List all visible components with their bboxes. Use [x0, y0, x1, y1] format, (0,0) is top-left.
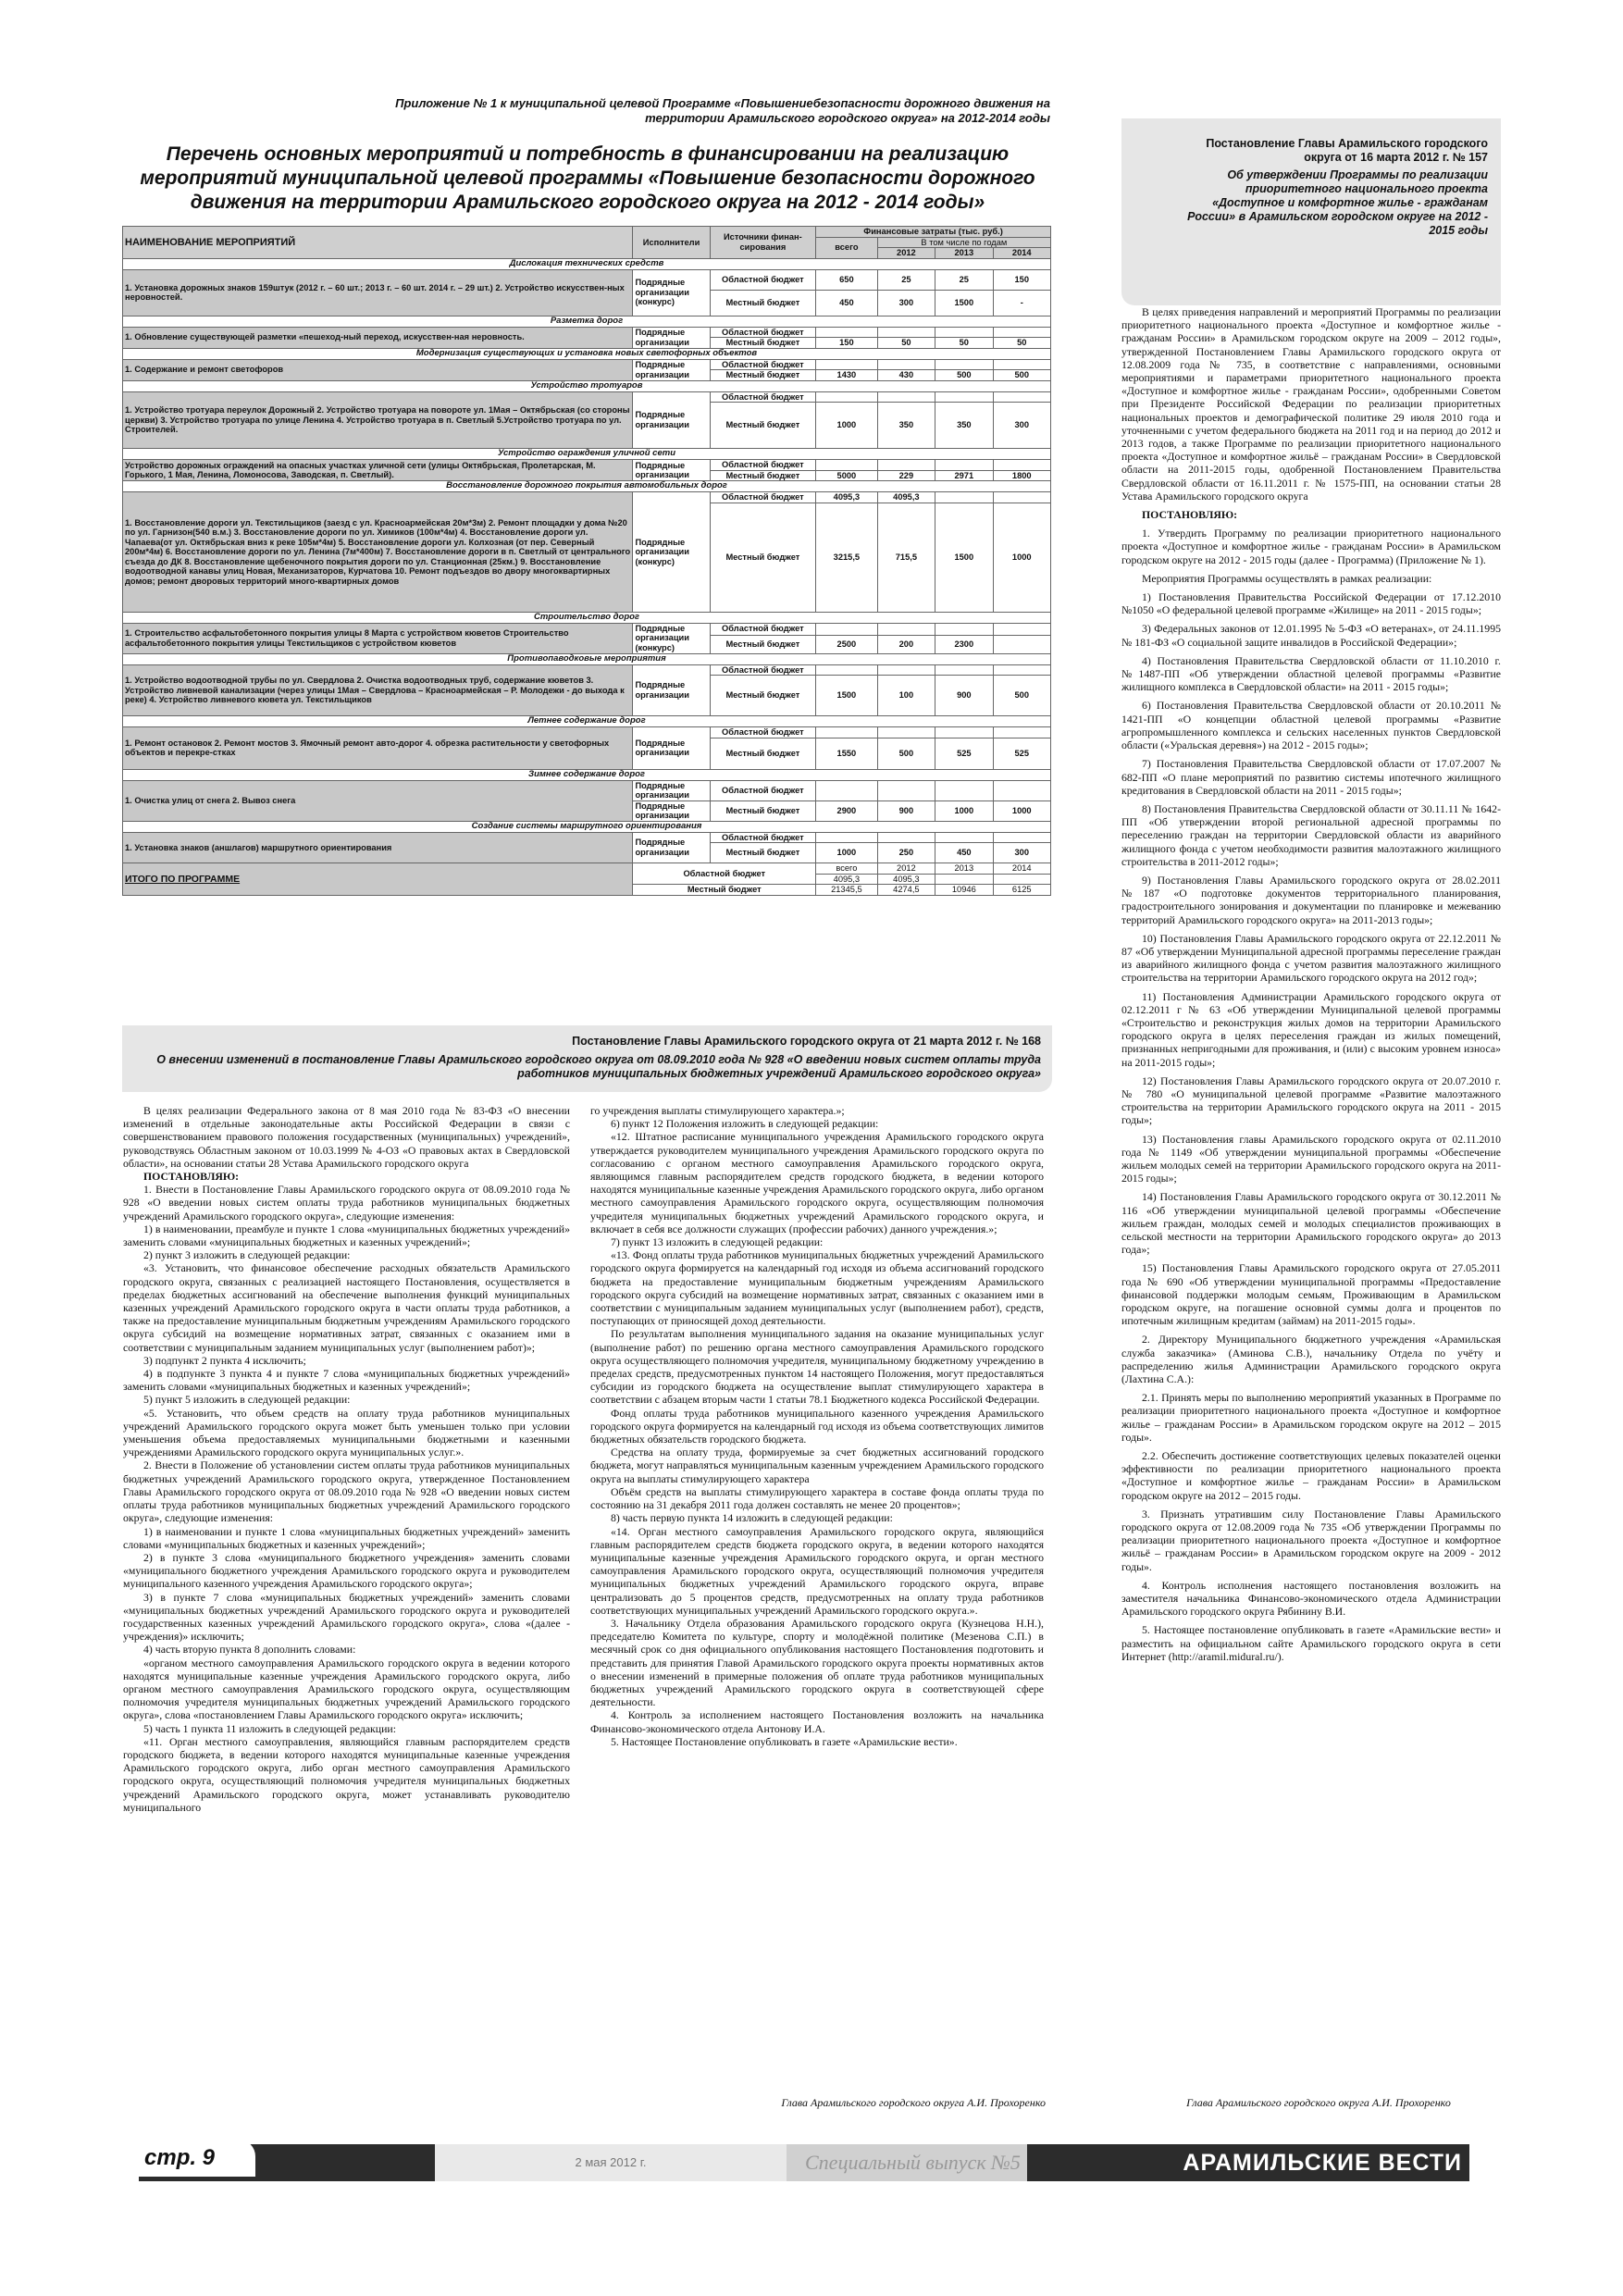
activity-name: 1. Установка знаков (аншлагов) маршрутного ориентирования	[123, 832, 633, 863]
cell-2012: 500	[877, 738, 935, 769]
cell-2014: 300	[993, 403, 1050, 449]
cell-total: 1500	[816, 676, 878, 716]
source: Областной бюджет	[710, 623, 815, 635]
cell-2014: 1800	[993, 470, 1050, 481]
cell-2014	[993, 635, 1050, 653]
source: Местный бюджет	[710, 800, 815, 821]
cell-2013: 525	[935, 738, 993, 769]
cell-2012: 200	[877, 635, 935, 653]
mid-signature: Глава Арамильского городского округа А.И. Прохоренко	[781, 2096, 1046, 2109]
cell-2013: 25	[935, 269, 993, 290]
cell-2012: 25	[877, 269, 935, 290]
paragraph: 13) Постановления главы Арамильского городского округа от 02.11.2010 года № 1149 «Об утверждении муниципальной программы «Обеспечение жильем молодых семей на территории Арамильского городского округа на 2011-2015 годы»;	[1121, 1132, 1501, 1185]
paragraph: 2.2. Обеспечить достижение соответствующих целевых показателей оценки эффективности по реализации приоритетного национального проекта «Доступное и комфортное жилье – гражданам России» в Арамильском городском округе на 2012 – 2015 годы.	[1121, 1449, 1501, 1502]
cell-2013: 1000	[935, 800, 993, 821]
cell-2012	[877, 780, 935, 800]
paragraph: 1) Постановления Правительства Российской Федерации от 17.12.2010 №1050 «О федеральной целевой программе «Жилище» на 2011 - 2015 годы»;	[1121, 590, 1501, 617]
cell-2013: 2971	[935, 470, 993, 481]
paragraph: 8) Постановления Правительства Свердловской области от 30.11.11 № 1642-ПП «Об утверждении второй региональной адресной программы по переселению граждан на территории Свердловской области из аварийного жилищного фонда с учетом необходимости развития малоэтажного жилищного строительства в 2011-2012 годы»;	[1121, 801, 1501, 868]
paragraph: «14. Орган местного самоуправления Арамильского городского округа, являющийся главным распорядителем средств бюджета городского округа, в ведении которого находятся муниципальные казенные учреждения Арамильского городского округа, и орган местного самоуправления Арамильского городского округа, осуществляющий полномочия учредителя муниципальных бюджетных учреждений Арамильского городского округа, вправе централизовать до 5 процентов средств, предусмотренных на оплату труда работников соответствующих муниципальных учреждений Арамильского городского округа.».	[590, 1524, 1044, 1617]
executor: Подрядные организации (конкурс)	[633, 623, 710, 653]
paragraph: 5. Настоящее Постановление опубликовать в газете «Арамильские вести».	[611, 1734, 958, 1748]
cell-2012	[877, 327, 935, 338]
source: Местный бюджет	[710, 290, 815, 316]
activity-name: Устройство дорожных ограждений на опасных участках уличной сети (улицы Октябрьская, Пролетарская, М. Горького, 1 Мая, Ленина, Ломоносова, Заводская, п. Светлый).	[123, 460, 633, 481]
cell-total	[816, 832, 878, 843]
cell-total	[816, 780, 878, 800]
cell-2012: 350	[877, 403, 935, 449]
cell-2013: 500	[935, 370, 993, 381]
cell-total	[816, 727, 878, 738]
cell-2014	[993, 391, 1050, 403]
paragraph: «5. Установить, что объем средств на оплату труда работников муниципальных учреждений Арамильского городского округа может быть уменьшен только при условии уменьшения объема предоставляемых муниципальными бюджетными и казенными учреждениями Арамильского городского округа муниципальных услуг.».	[123, 1406, 570, 1459]
header-name: НАИМЕНОВАНИЕ МЕРОПРИЯТИЙ	[123, 227, 633, 259]
cell-2012: 100	[877, 676, 935, 716]
newspaper-name: АРАМИЛЬСКИЕ ВЕСТИ	[1183, 2150, 1462, 2176]
cell-2013	[935, 623, 993, 635]
cell-total: 2900	[816, 800, 878, 821]
cell-2014	[993, 460, 1050, 471]
activity-name: 1. Устройство водоотводной трубы по ул. Свердлова 2. Очистка водоотводных труб, содержание кюветов 3. Устройство ливневой канализации (через улицы 1Мая – Свердлова – Красноармейская – Р. Молодежи - до выхода к реке) 4. Устройство ливневого кювета ул. Текстильщиков	[123, 664, 633, 716]
header-financing: Финансовые затраты (тыс. руб.)	[816, 227, 1051, 238]
header-total: всего	[816, 237, 878, 258]
cell-2012	[877, 460, 935, 471]
cell-2013: 2013	[935, 863, 993, 875]
cell-2013	[935, 832, 993, 843]
right-doc-header	[1121, 118, 1501, 305]
mid-doc-header	[122, 1025, 1052, 1092]
cell-2014: 300	[993, 843, 1050, 863]
paragraph: Объём средств на выплаты стимулирующего характера в составе фонда оплаты труда по состоянию на 31 декабря 2011 года должен составлять не менее 20 процентов»;	[590, 1484, 1044, 1512]
cell-2014: 500	[993, 370, 1050, 381]
cell-2012: 900	[877, 800, 935, 821]
cell-2014: 6125	[993, 885, 1050, 896]
source: Местный бюджет	[710, 676, 815, 716]
paragraph: «3. Установить, что финансовое обеспечение расходных обязательств Арамильского городского округа, связанных с реализацией настоящего Постановления, осуществляется в пределах бюджетных ассигнований на обеспечение выполнения функций муниципальных казенных учреждений Арамильского городского округа в части оплаты труда работников, а также на предоставление муниципальным бюджетным учреждениям Арамильского городского округа субсидий на возмещение нормативных затрат, связанных с оказанием ими в соответствии с муниципальным заданием муниципальных услуг (выполнением работ)»;	[123, 1261, 570, 1354]
cell-2014: 50	[993, 338, 1050, 349]
cell-2014: 1000	[993, 503, 1050, 612]
paragraph: 2) пункт 3 изложить в следующей редакции:	[143, 1248, 351, 1262]
cell-total: 2500	[816, 635, 878, 653]
cell-total	[816, 391, 878, 403]
header-year-2014: 2014	[993, 248, 1050, 259]
right-signature: Глава Арамильского городского округа А.И. Прохоренко	[1186, 2096, 1451, 2109]
paragraph: 15) Постановления Главы Арамильского городского округа от 27.05.2011 года № 690 «Об утверждении муниципальной программы «Предоставление финансовой поддержки молодым семьям, Проживающим в Арамильском городском округе, на погашение основной суммы долга и процентов по ипотечным жилищным кредитам (займам) на 2011-2015 годы».	[1121, 1261, 1501, 1328]
right-doc-subtitle: Об утверждении Программы по реализации приоритетного национального проекта «Доступное и комфортное жилье - гражданам России» в Арамильском городском округе на 2012 - 2015 годы	[1187, 168, 1488, 237]
cell-total: 1000	[816, 403, 878, 449]
paragraph: 6) пункт 12 Положения изложить в следующей редакции:	[611, 1117, 879, 1131]
paragraph: 2.1. Принять меры по выполнению мероприятий указанных в Программе по реализации приоритетного национального проекта «Доступное и комфортное жилье – гражданам России» в Арамильском городском округе на 2012 – 2015 годы».	[1121, 1391, 1501, 1444]
cell-total: 1550	[816, 738, 878, 769]
paragraph: 3) в пункте 7 слова «муниципальных бюджетных учреждений» заменить словами «муниципальных бюджетных учреждений Арамильского городского округа и руководителей государственных казенных учреждений Арамильского городского округа», слова «(далее - учреждения)» исключить;	[123, 1590, 570, 1644]
source: Областной бюджет	[710, 727, 815, 738]
mid-doc-column	[590, 1104, 1044, 1748]
paragraph: 8) часть первую пункта 14 изложить в следующей редакции:	[611, 1511, 893, 1525]
cell-total	[816, 327, 878, 338]
plan-title: Перечень основных мероприятий и потребность в финансировании на реализацию мероприятий муниципальной целевой программы «Повышение безопасности дорожного движения на территории Арамильского городского округа на 2012 - 2014 годы»	[140, 143, 1035, 213]
cell-total: всего	[816, 863, 878, 875]
cell-2012: 4095,3	[877, 874, 935, 885]
mid-doc-title: Постановление Главы Арамильского городского округа от 21 марта 2012 г. № 168	[572, 1035, 1041, 1048]
cell-2012	[877, 623, 935, 635]
section-title: Создание системы маршрутного ориентирования	[123, 821, 1051, 832]
paragraph: 3) Федеральных законов от 12.01.1995 № 5-ФЗ «О ветеранах», от 24.11.1995 № 181-ФЗ «О социальной защите инвалидов в Российской Федерации»;	[1121, 622, 1501, 649]
paragraph: 3) подпункт 2 пункта 4 исключить;	[143, 1353, 306, 1367]
executor: Подрядные организации	[633, 391, 710, 449]
paragraph: Фонд оплаты труда работников муниципального казенного учреждения Арамильского городского округа формируется на календарный год исходя из объема соответствующих лимитов бюджетных обязательств городского бюджета.	[590, 1406, 1044, 1446]
paragraph: 4) Постановления Правительства Свердловской области от 11.10.2010 г. №1487-ПП «Об утверждении областной целевой программы «Развитие жилищного комплекса в Свердловской области» на 2011 - 2015 годы»;	[1121, 653, 1501, 694]
cell-2012	[877, 391, 935, 403]
header-year-2012: 2012	[877, 248, 935, 259]
source: Областной бюджет	[710, 269, 815, 290]
cell-2013: 2300	[935, 635, 993, 653]
cell-2014: -	[993, 290, 1050, 316]
source: Областной бюджет	[710, 492, 815, 503]
section-title: Летнее содержание дорог	[123, 716, 1051, 727]
paragraph: «13. Фонд оплаты труда работников муниципальных бюджетных учреждений Арамильского городского округа формируется на календарный год исходя из объема ассигнований городского бюджета на предоставление муниципальным бюджетным учреждениям Арамильского городского округа субсидий на возмещение нормативных затрат, связанных с оказанием ими в соответствии с муниципальным заданием муниципальных услуг (выполнением работ), средств, поступающих от приносящей доход деятельности.	[590, 1248, 1044, 1328]
cell-2014: 525	[993, 738, 1050, 769]
paragraph: «органом местного самоуправления Арамильского городского округа в ведении которого находятся муниципальные казенные учреждения Арамильского городского округа, либо органом местного самоуправления Арамильского городского округа, осуществляющим полномочия учредителя муниципальных бюджетных учреждений Арамильского городского округа», слова «постановлением Главы Арамильского городского округа» исключить;	[123, 1656, 570, 1722]
section-title: Устройство ограждения уличной сети	[123, 449, 1051, 460]
cell-2014	[993, 780, 1050, 800]
header-sources: Источники финан-сирования	[710, 227, 815, 259]
cell-total: 3215,5	[816, 503, 878, 612]
cell-2014	[993, 327, 1050, 338]
source: Местный бюджет	[710, 338, 815, 349]
paragraph: Мероприятия Программы осуществлять в рамках реализации:	[1142, 571, 1432, 585]
total-label: ИТОГО ПО ПРОГРАММЕ	[123, 863, 633, 896]
header-executors: Исполнители	[633, 227, 710, 259]
decree-word: ПОСТАНОВЛЯЮ:	[143, 1170, 240, 1184]
cell-total: 150	[816, 338, 878, 349]
cell-2013	[935, 359, 993, 370]
cell-2012: 300	[877, 290, 935, 316]
paragraph: 4) в подпункте 3 пункта 4 и пункте 7 слова «муниципальных бюджетных учреждений» заменить словами «муниципальных бюджетных и казенных учреждений»;	[123, 1367, 570, 1394]
mid-doc-subtitle: О внесении изменений в постановление Главы Арамильского городского округа от 08.09.2010 года № 928 «О введении новых систем оплаты труда работников муниципальных бюджетных учреждений Арамильского городского округа»	[156, 1053, 1041, 1080]
cell-2013	[935, 460, 993, 471]
paragraph: В целях реализации Федерального закона от 8 мая 2010 года № 83-ФЗ «О внесении изменений в отдельные законодательные акты Российской Федерации в связи с совершенствованием правового положения государственных (муниципальных) учреждений», руководствуясь Областным законом от 10.03.1999 № 4-ОЗ «О правовых актах в Свердловской области», на основании статьи 28 Устава Арамильского городского округа	[123, 1104, 570, 1170]
section-title: Зимнее содержание дорог	[123, 769, 1051, 780]
activity-name: 1. Обновление существующей разметки «пешеход-ный переход, искусствен-ная неровность.	[123, 327, 633, 348]
cell-total: 1000	[816, 843, 878, 863]
executor: Подрядные организации	[633, 800, 710, 821]
paragraph: 4. Контроль за исполнением настоящего Постановления возложить на начальника Финансово-экономического отдела Антонову И.А.	[590, 1708, 1044, 1735]
source: Областной бюджет	[710, 460, 815, 471]
source: Местный бюджет	[710, 843, 815, 863]
source: Областной бюджет	[633, 863, 816, 885]
cell-2013: 10946	[935, 885, 993, 896]
paragraph: «12. Штатное расписание муниципального учреждения Арамильского городского округа утверждается руководителем муниципального учреждения Арамильского городского округа по согласованию с органом местного самоуправления Арамильского городского округа, являющимся главным распорядителем средств городского бюджета, в ведении которого находятся муниципальные казенные учреждения Арамильского городского округа, либо органом местного самоуправления Арамильского городского округа, осуществляющим полномочия учредителя муниципальных бюджетных учреждений Арамильского городского округа, и включает в себя все должности служащих (профессии рабочих) данного учреждения.»;	[590, 1130, 1044, 1235]
source: Областной бюджет	[710, 664, 815, 676]
cell-2014: 1000	[993, 800, 1050, 821]
page-number: стр. 9	[139, 2140, 255, 2177]
paragraph: 3. Признать утратившим силу Постановление Главы Арамильского городского округа от 12.08.2009 года № 735 «Об утверждении Программы по реализации приоритетного национального проекта «Доступное и комфортное жильё – гражданам России» в Арамильском городском округе на 2009 - 2012 годы».	[1121, 1507, 1501, 1573]
activity-name: 1. Восстановление дороги ул. Текстильщиков (заезд с ул. Красноармейская 20м*3м) 2. Ремонт площадки у дома №20 по ул. Гарнизон(540 в.м.) 3. Восстановление дороги по ул. Химиков (100м*4м) 4. Восстановление дороги ул. Чапаева(от ул. Октябрьская вниз к реке 105м*4м) 5. Восстановление дороги ул. Колхозная (от пер. Северный 200м*4м) 6. Восстановление дороги по ул. Ленина (7м*400м) 7. Восстановление дороги в п. Светлый от центрального съезда до ДК 8. Восстановление щебеночного покрытия дороги по ул. Станционная (25км.) 9. Восстановление водоотводной канавы улиц Новая, Механизаторов, Курчатова 10. Ремонт подъездов во двору многоквартирных домов; ремонт дворовых территорий много-квартирных домов	[123, 492, 633, 613]
paragraph: 7) Постановления Правительства Свердловской области от 17.07.2007 № 682-ПП «О плане мероприятий по развитию системы ипотечного жилищного кредитования в Свердловской области на 2011 - 2015 годы»;	[1121, 757, 1501, 797]
cell-total: 650	[816, 269, 878, 290]
section-title: Разметка дорог	[123, 316, 1051, 327]
paragraph: 3. Начальнику Отдела образования Арамильского городского округа (Кузнецова Н.Н.), председателю Комитета по культуре, спорту и молодёжной политике (Мезенова С.П.) в месячный срок со дня официального опубликования настоящего Постановления подготовить и представить для принятия Главой Арамильского городского округа проекты нормативных актов о внесении изменений в примерные положения об оплате труда работников муниципальных бюджетных учреждений Арамильского городского округа в соответствующей сфере деятельности.	[590, 1616, 1044, 1709]
cell-2014	[993, 359, 1050, 370]
paragraph: 11) Постановления Администрации Арамильского городского округа от 02.12.2011 г № 63 «Об утверждении Муниципальной целевой программы «Строительство и реконструкция жилых домов на территории Арамильского городского округа в целях переселения граждан из жилых помещений, признанных непригодными для проживания, и (или) с высоким уровнем износа» на 2011-2015 годы»;	[1121, 989, 1501, 1069]
cell-2014	[993, 874, 1050, 885]
cell-2013	[935, 727, 993, 738]
cell-2013	[935, 391, 993, 403]
paragraph: Средства на оплату труда, формируемые за счет бюджетных ассигнований городского бюджета, могут направляться муниципальным казенным учреждением Арамильского городского округа на выплаты стимулирующего характера	[590, 1446, 1044, 1485]
activity-name: 1. Очистка улиц от снега 2. Вывоз снега	[123, 780, 633, 821]
executor: Подрядные организации	[633, 832, 710, 863]
cell-2013: 50	[935, 338, 993, 349]
paragraph: 5) часть 1 пункта 11 изложить в следующей редакции:	[143, 1721, 397, 1735]
cell-2012: 4095,3	[877, 492, 935, 503]
source: Местный бюджет	[710, 403, 815, 449]
source: Местный бюджет	[710, 738, 815, 769]
cell-total: 21345,5	[816, 885, 878, 896]
cell-2014: 500	[993, 676, 1050, 716]
cell-2012	[877, 359, 935, 370]
activity-name: 1. Содержание и ремонт светофоров	[123, 359, 633, 380]
left-doc-column	[123, 1104, 570, 1814]
cell-total: 5000	[816, 470, 878, 481]
cell-total: 4095,3	[816, 492, 878, 503]
appendix-note: Приложение № 1 к муниципальной целевой Программе «Повышениебезопасности дорожного движения на территории Арамильского городского округа» на 2012-2014 годы	[395, 96, 1050, 125]
cell-2013	[935, 874, 993, 885]
section-title: Дислокация технических средств	[123, 258, 1051, 269]
executor: Подрядные организации	[633, 780, 710, 800]
paragraph: 4. Контроль исполнения настоящего постановления возложить на заместителя начальника Финансово-экономического отдела Администрации Арамильского городского округа Рябинину В.И.	[1121, 1578, 1501, 1619]
paragraph: 10) Постановления Главы Арамильского городского округа от 22.12.2011 № 87 «Об утверждении Муниципальной адресной программы переселение граждан из аварийного жилищного фонда с учетом развития малоэтажного жилищного строительства на территории Арамильского городского округа на 2012 год»;	[1121, 931, 1501, 985]
cell-2014	[993, 623, 1050, 635]
financing-table	[122, 226, 1051, 896]
source: Областной бюджет	[710, 391, 815, 403]
header-year-2013: 2013	[935, 248, 993, 259]
paragraph: 14) Постановления Главы Арамильского городского округа от 30.12.2011 № 116 «Об утверждении муниципальной целевой программы «Обеспечение жильем граждан, молодых семей и молодых специалистов проживающих в сельской местности на территории Арамильского городского округа» до 2013 года»;	[1121, 1190, 1501, 1257]
cell-total: 4095,3	[816, 874, 878, 885]
cell-2012: 50	[877, 338, 935, 349]
cell-2013	[935, 664, 993, 676]
cell-total	[816, 623, 878, 635]
cell-2014	[993, 664, 1050, 676]
cell-2012: 250	[877, 843, 935, 863]
activity-name: 1. Ремонт остановок 2. Ремонт мостов 3. Ямочный ремонт авто-дорог 4. обрезка растительности у светофорных объектов и перекре-стках	[123, 727, 633, 770]
cell-2013	[935, 327, 993, 338]
section-title: Строительство дорог	[123, 612, 1051, 623]
cell-2013: 1500	[935, 503, 993, 612]
activity-name: 1. Строительство асфальтобетонного покрытия улицы 8 Марта с устройством кюветов Строительство асфальтобетонного покрытия улицы Текстильщиков с устройством кюветов	[123, 623, 633, 653]
paragraph: 1. Утвердить Программу по реализации приоритетного национального проекта «Доступное и комфортное жилье - гражданам России» в Арамильском городском округе на 2012 - 2015 годы (далее - Программа) (Приложение № 1).	[1121, 527, 1501, 566]
executor: Подрядные организации (конкурс)	[633, 492, 710, 613]
cell-2014	[993, 727, 1050, 738]
cell-2013: 900	[935, 676, 993, 716]
cell-2012	[877, 727, 935, 738]
cell-total: 1430	[816, 370, 878, 381]
paragraph: По результатам выполнения муниципального задания на оказание муниципальных услуг (выполнение работ) по решению органа местного самоуправления Арамильского городского округа осуществляющего полномочия учредителя, муниципальному бюджетному учреждению в пределах средств, предусмотренных пунктом 14 настоящего Положения, могут предоставляться субсидии из городского бюджета на осуществление выплат стимулирующего характера в соответствии с абзацем вторым части 1 статьи 78.1 Бюджетного кодекса Российской Федерации.	[590, 1327, 1044, 1407]
issue-label: Специальный выпуск №5	[787, 2144, 1027, 2181]
cell-2013: 1500	[935, 290, 993, 316]
cell-2014	[993, 832, 1050, 843]
cell-2012: 715,5	[877, 503, 935, 612]
source: Областной бюджет	[710, 359, 815, 370]
paragraph: 2. Директору Муниципального бюджетного учреждения «Арамильская служба заказчика» (Аминова С.В.), начальнику Отдела по учёту и распределению жилья Администрации Арамильского городского округа (Лахтина С.А.):	[1121, 1333, 1501, 1386]
executor: Подрядные организации	[633, 327, 710, 348]
paragraph: го учреждения выплаты стимулирующего характера.»;	[590, 1104, 845, 1117]
cell-2013: 450	[935, 843, 993, 863]
source: Местный бюджет	[710, 370, 815, 381]
header-years: В том числе по годам	[877, 237, 1050, 248]
source: Областной бюджет	[710, 832, 815, 843]
executor: Подрядные организации (конкурс)	[633, 269, 710, 316]
cell-2014: 150	[993, 269, 1050, 290]
cell-2014: 2014	[993, 863, 1050, 875]
source: Областной бюджет	[710, 327, 815, 338]
cell-2012	[877, 664, 935, 676]
paragraph: 6) Постановления Правительства Свердловской области от 20.10.2011 № 1421-ПП «О концепции областной целевой программы «Развитие агропромышленного комплекса и сельских населенных пунктов Свердловской области («Уральская деревня») на 2012 - 2015 годы»;	[1121, 699, 1501, 752]
paragraph: 5) пункт 5 изложить в следующей редакции:	[143, 1393, 351, 1407]
cell-2014	[993, 492, 1050, 503]
issue-date: 2 мая 2012 г.	[435, 2144, 787, 2181]
source: Областной бюджет	[710, 780, 815, 800]
cell-2012: 4274,5	[877, 885, 935, 896]
paragraph: 1) в наименовании, преамбуле и пункте 1 слова «муниципальных бюджетных учреждений» заменить словами «муниципальных бюджетных и казенных учреждений»;	[123, 1222, 570, 1249]
cell-2012: 430	[877, 370, 935, 381]
executor: Подрядные организации	[633, 460, 710, 481]
right-doc-title: Постановление Главы Арамильского городского округа от 16 марта 2012 г. № 157	[1206, 137, 1488, 164]
cell-total	[816, 460, 878, 471]
decree-word: ПОСТАНОВЛЯЮ:	[1142, 508, 1238, 522]
cell-total	[816, 359, 878, 370]
section-title: Противопаводковые мероприятия	[123, 653, 1051, 664]
cell-2012: 229	[877, 470, 935, 481]
section-title: Модернизация существующих и установка новых светофорных объектов	[123, 348, 1051, 359]
executor: Подрядные организации	[633, 359, 710, 380]
source: Местный бюджет	[710, 635, 815, 653]
activity-name: 1. Устройство тротуара переулок Дорожный 2. Устройство тротуара на повороте ул. 1Мая – Октябрьская (со стороны церкви) 3. Устройство тротуара по улице Ленина 4. Устройство тротуара в п. Светлый 5.Устройство тротуара по ул. Строителей.	[123, 391, 633, 449]
paragraph: 4) часть вторую пункта 8 дополнить словами:	[143, 1643, 356, 1657]
cell-2013	[935, 492, 993, 503]
paragraph: 2. Внести в Положение об установлении систем оплаты труда работников муниципальных бюджетных учреждений Арамильского городского округа, утвержденное Постановлением Главы Арамильского городского округа от 08.09.2010 года № 928 «О введении новых систем оплаты труда работников муниципальных бюджетных учреждений Арамильского городского округа», следующие изменения:	[123, 1458, 570, 1525]
paragraph: 1. Внести в Постановление Главы Арамильского городского округа от 08.09.2010 года № 928 «О введении новых систем оплаты труда работников муниципальных бюджетных учреждений Арамильского городского округа», следующие изменения:	[123, 1183, 570, 1222]
section-title: Восстановление дорожного покрытия автомобильных дорог	[123, 481, 1051, 492]
cell-2013: 350	[935, 403, 993, 449]
paragraph: В целях приведения направлений и мероприятий Программы по реализации приоритетного национального проекта «Доступное и комфортное жилье - гражданам России» в Арамильском городском округе на 2009 – 2012 годы», утвержденной Постановлением Главы Арамильского городского округа от 12.08.2009 года № 735, в соответствие с направлениями, основными мероприятиями и параметрами приоритетного национального проекта «Доступное и комфортное жилье - гражданам России», одобренными Советом при Президенте Российской Федерации по реализации приоритетных национальных проектов и демографической политике 29 июля 2010 года и уточненными с учетом федерального бюджета на 2011 год и на период до 2012 и 2013 годов, а также Программе по реализации приоритетного национального проекта «Доступное и комфортное жильё – гражданам России» в Свердловской области на 2011-2015 годы, одобренной Постановлением Правительства Свердловской области от 16.11.2011 г. № 1575-ПП, на основании статьи 28 Устава Арамильского городского округа	[1121, 305, 1501, 503]
executor: Подрядные организации	[633, 727, 710, 770]
right-doc-body	[1121, 305, 1501, 1663]
paragraph: 12) Постановления Главы Арамильского городского округа от 20.07.2010 г. № 780 «О муниципальной целевой программе «Развитие малоэтажного строительства на территории Арамильского городского округа на 2011 - 2015 годы»;	[1121, 1074, 1501, 1127]
paragraph: 9) Постановления Главы Арамильского городского округа от 28.02.2011 №187 «О подготовке документов территориального планирования, градостроительного зонирования и документации по планировке и межеванию территорий Арамильского городского округа» на 2011-2013 годы»;	[1121, 873, 1501, 926]
source: Местный бюджет	[633, 885, 816, 896]
activity-name: 1. Установка дорожных знаков 159штук (2012 г. – 60 шт.; 2013 г. – 60 шт. 2014 г. – 29 шт.) 2. Устройство искусствен-ных неровностей.	[123, 269, 633, 316]
section-title: Устройство тротуаров	[123, 380, 1051, 391]
paragraph: 5. Настоящее постановление опубликовать в газете «Арамильские вести» и разместить на официальном сайте Арамильского городского округа в сети Интернет (http://aramil.midural.ru/).	[1121, 1623, 1501, 1663]
cell-2013	[935, 780, 993, 800]
paragraph: 7) пункт 13 изложить в следующей редакции:	[611, 1235, 824, 1249]
paragraph: «11. Орган местного самоуправления, являющийся главным распорядителем средств городского бюджета, в ведении которого находятся муниципальные казенные учреждения Арамильского городского округа, либо орган местного самоуправления Арамильского городского округа, осуществляющий полномочия учредителя муниципальных бюджетных учреждений Арамильского городского округа, может устанавливать руководителю муниципального	[123, 1734, 570, 1814]
source: Местный бюджет	[710, 503, 815, 612]
cell-total: 450	[816, 290, 878, 316]
source: Местный бюджет	[710, 470, 815, 481]
cell-2012	[877, 832, 935, 843]
cell-total	[816, 664, 878, 676]
paragraph: 1) в наименовании и пункте 1 слова «муниципальных бюджетных учреждений» заменить словами «муниципальных бюджетных и казенных учреждений»;	[123, 1524, 570, 1551]
cell-2012: 2012	[877, 863, 935, 875]
executor: Подрядные организации	[633, 664, 710, 716]
paragraph: 2) в пункте 3 слова «муниципального бюджетного учреждения» заменить словами «муниципального бюджетного учреждения Арамильского городского округа и руководителем муниципального казенного учреждения Арамильского городского округа»;	[123, 1550, 570, 1591]
